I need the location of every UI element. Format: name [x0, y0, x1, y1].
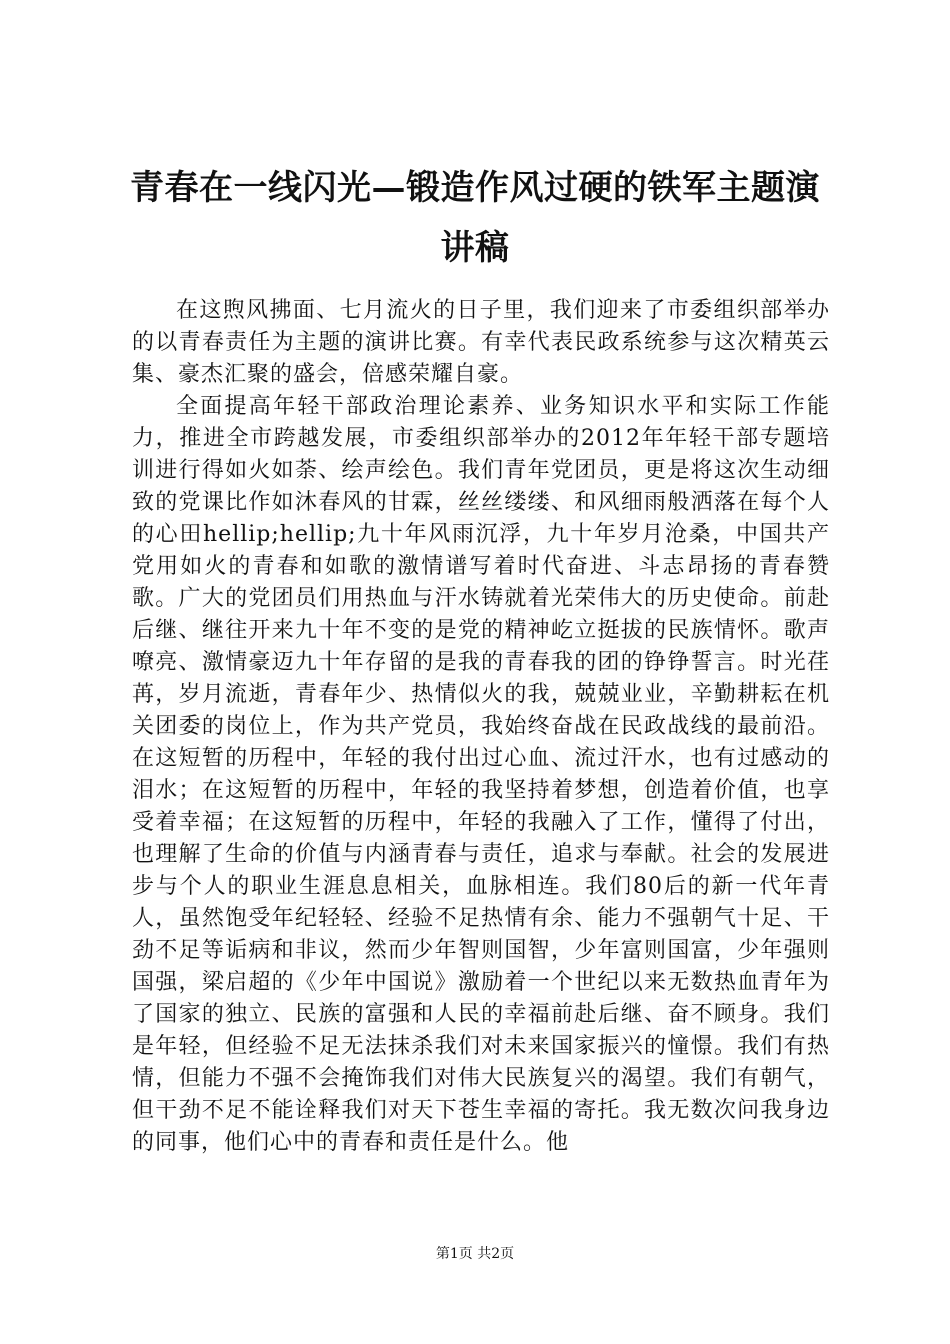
page-footer: 第1页 共2页: [435, 1246, 515, 1262]
document-title: 青春在一线闪光—锻造作风过硬的铁军主题演讲稿: [130, 168, 820, 268]
paragraph: 在这煦风拂面、七月流火的日子里，我们迎来了市委组织部举办的以青春责任为主题的演讲比赛。有幸代表民政系统参与这次精英云集、豪杰汇聚的盛会，倍感荣耀自豪。: [132, 298, 830, 387]
document-body: [132, 295, 830, 1159]
paragraph: 全面提高年轻干部政治理论素养、业务知识水平和实际工作能力，推进全市跨越发展，市委组织部举办的2012年年轻干部专题培训进行得如火如荼、绘声绘色。我们青年党团员，更是将这次生动细致的党课比作如沐春风的甘霖，丝丝缕缕、和风细雨般洒落在每个人的心田hellip;hellip;九十年风雨沉浮，九十年岁月沧桑，中国共产党用如火的青春和如歌的激情谱写着时代奋进、斗志昂扬的青春赞歌。广大的党团员们用热血与汗水铸就着光荣伟大的历史使命。前赴后继、继往开来九十年不变的是党的精神屹立挺拔的民族情怀。歌声嘹亮、激情豪迈九十年存留的是我的青春我的团的铮铮誓言。时光荏苒，岁月流逝，青春年少、热情似火的我，兢兢业业，辛勤耕耘在机关团委的岗位上，作为共产党员，我始终奋战在民政战线的最前沿。在这短暂的历程中，年轻的我付出过心血、流过汗水，也有过感动的泪水；在这短暂的历程中，年轻的我坚持着梦想，创造着价值，也享受着幸福；在这短暂的历程中，年轻的我融入了工作，懂得了付出，也理解了生命的价值与内涵青春与责任，追求与奉献。社会的发展进步与个人的职业生涯息息相关，血脉相连。我们80后的新一代年青人，虽然饱受年纪轻轻、经验不足热情有余、能力不强朝气十足、干劲不足等诟病和非议，然而少年智则国智，少年富则国富，少年强则国强，梁启超的《少年中国说》激励着一个世纪以来无数热血青年为了国家的独立、民族的富强和人民的幸福前赴后继、奋不顾身。我们是年轻，但经验不足无法抹杀我们对未来国家振兴的憧憬。我们有热情，但能力不强不会掩饰我们对伟大民族复兴的渴望。我们有朝气，但干劲不足不能诠释我们对天下苍生幸福的寄托。我无数次问我身边的同事，他们心中的青春和责任是什么。他: [132, 394, 830, 1155]
